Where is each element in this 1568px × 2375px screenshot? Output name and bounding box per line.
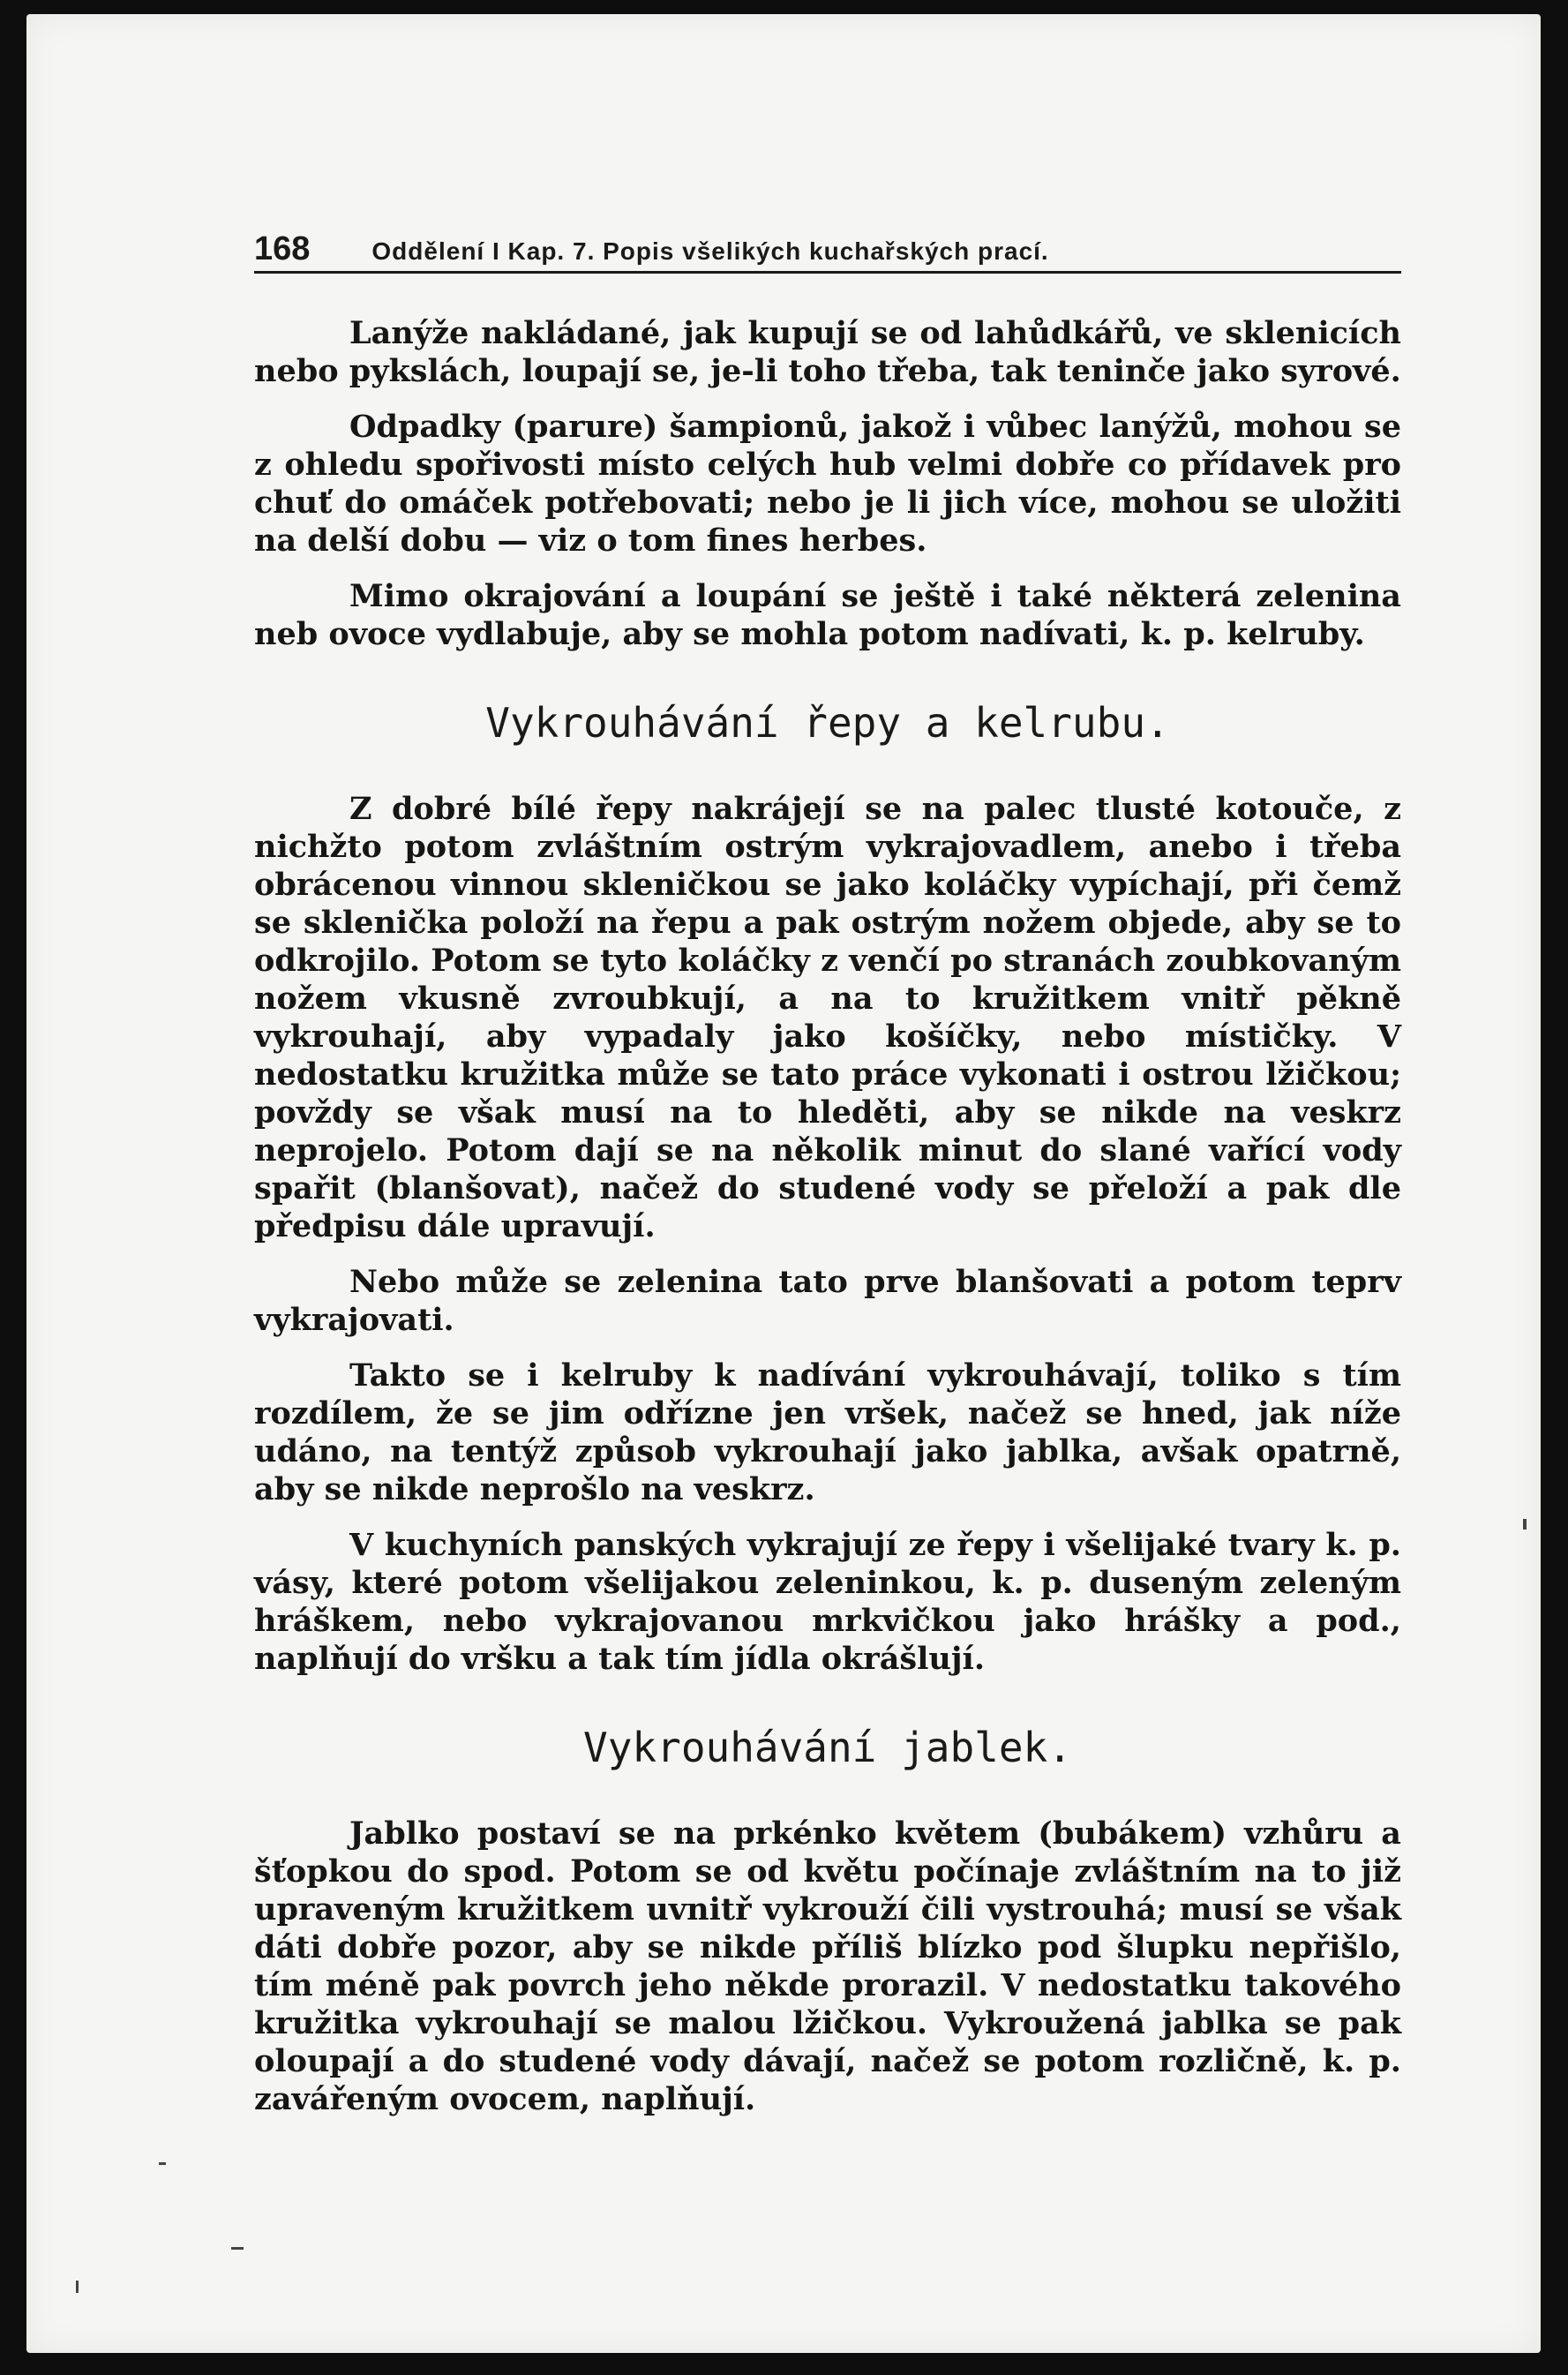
page-header bbox=[254, 230, 1401, 274]
paragraph: Jablko postaví se na prkénko květem (bubákem) vzhůru a šťopkou do spod. Potom se od květu počínaje zvláštním na to již upraveným kružitkem uvnitř vykrouží čili vystrouhá; musí se však dáti dobře pozor, aby se nikde příliš blízko pod šlupku nepřišlo, tím méně pak povrch jeho někde prorazil. V nedostatku takového kružitka vykrouhají se malou lžičkou. Vykroužená jablka se pak oloupají a do studené vody dávají, načež se potom rozličně, k. p. zavářeným ovocem, naplňují. bbox=[254, 1815, 1401, 2117]
section-heading-turnips: Vykrouhávání řepy a kelrubu. bbox=[485, 699, 1170, 747]
scan-speck bbox=[76, 2281, 79, 2293]
paragraph: Lanýže nakládané, jak kupují se od lahůdkářů, ve sklenicích nebo pykslách, loupají se, je-li toho třeba, tak teninče jako syrové. bbox=[254, 315, 1401, 389]
scan-speck bbox=[1523, 1519, 1527, 1529]
page-number: 168 bbox=[254, 230, 311, 267]
scan-speck bbox=[231, 2247, 244, 2250]
paragraph: Odpadky (parure) šampionů, jakož i vůbec lanýžů, mohou se z ohledu spořivosti místo celých hub velmi dobře co přídavek pro chuť do omáček potřebovati; nebo je li jich více, mohou se uložiti na delší dobu — viz o tom fines herbes. bbox=[254, 409, 1401, 559]
paragraph: V kuchyních panských vykrajují ze řepy i všelijaké tvary k. p. vásy, které potom všelijakou zeleninkou, k. p. duseným zeleným hráškem, nebo vykrajovanou mrkvičkou jako hrášky a pod., naplňují do vršku a tak tím jídla okrášlují. bbox=[254, 1527, 1401, 1677]
body-text bbox=[254, 314, 1401, 2136]
section-heading-apples: Vykrouhávání jablek. bbox=[583, 1724, 1072, 1771]
scanned-page bbox=[26, 14, 1541, 2353]
paragraph: Mimo okrajování a loupání se ještě i také některá zelenina neb ovoce vydlabuje, aby se mohla potom nadívati, k. p. kelruby. bbox=[254, 578, 1401, 652]
paragraph: Z dobré bílé řepy nakrájejí se na palec tlusté kotouče, z nichžto potom zvláštním ostrým vykrajovadlem, anebo i třeba obrácenou vinnou skleničkou se jako koláčky vypíchají, při čemž se sklenička položí na řepu a pak ostrým nožem objede, aby se to odkrojilo. Potom se tyto koláčky z venčí po stranách zoubkovaným nožem vkusně zvroubkují, a na to kružitkem vnitř pěkně vykrouhají, aby vypadaly jako košíčky, nebo místičky. V nedostatku kružitka může se tato práce vykonati i ostrou lžičkou; povždy se však musí na to hleděti, aby se nikde na veskrz neprojelo. Potom dají se na několik minut do slané vařící vody spařit (blanšovat), načež do studené vody se přeloží a pak dle předpisu dále upravují. bbox=[254, 791, 1401, 1244]
scan-speck bbox=[159, 2162, 166, 2165]
running-head: Oddělení I Kap. 7. Popis všelikých kuchařských prací. bbox=[371, 237, 1049, 265]
paragraph: Nebo může se zelenina tato prve blanšovati a potom teprv vykrajovati. bbox=[254, 1264, 1401, 1338]
paragraph: Takto se i kelruby k nadívání vykrouhávají, toliko s tím rozdílem, že se jim odřízne jen vršek, načež se hned, jak níže udáno, na tentýž způsob vykrouhají jako jablka, avšak opatrně, aby se nikde neprošlo na veskrz. bbox=[254, 1357, 1401, 1507]
